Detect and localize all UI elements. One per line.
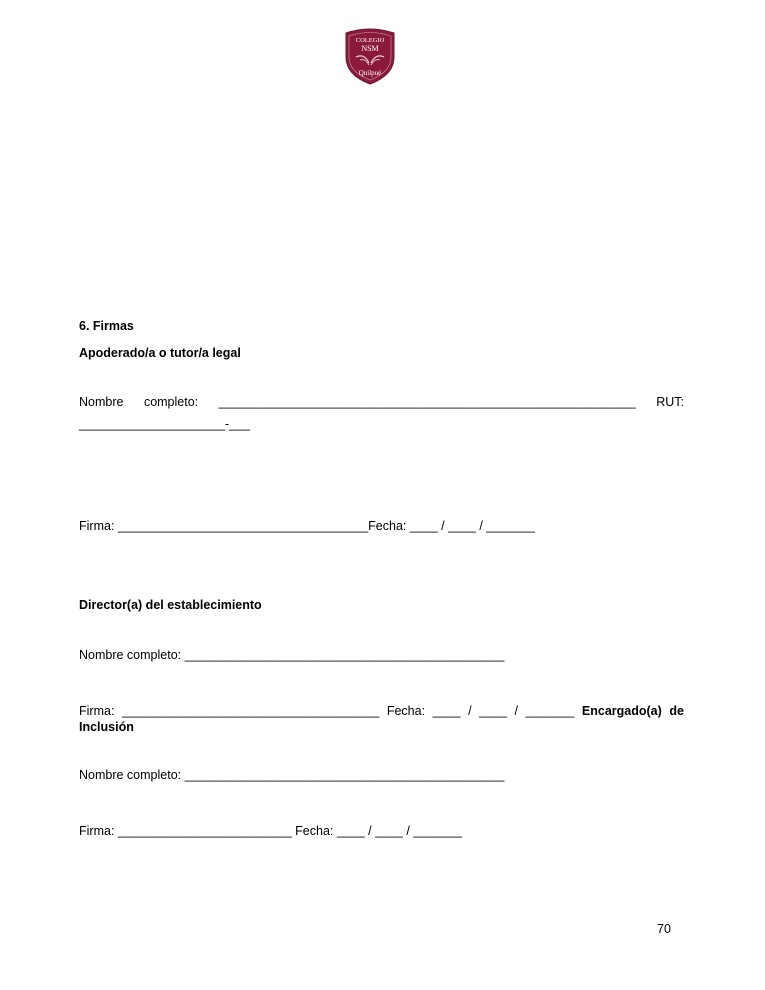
director-date-year[interactable]: _______ [525, 704, 575, 718]
director-signature-row [79, 704, 684, 718]
inclusion-signature-line[interactable]: Firma: _________________________ Fecha: ____ / ____ / _______ [79, 824, 462, 838]
guardian-name-label-1: Nombre [79, 395, 124, 409]
guardian-name-label-2: completo: [143, 395, 199, 409]
guardian-name-row [79, 395, 684, 409]
section-title: 6. Firmas [79, 319, 134, 333]
guardian-signature-line[interactable]: Firma: ____________________________________Fecha: ____ / ____ / _______ [79, 519, 535, 533]
inclusion-heading-part-c: Inclusión [79, 720, 134, 734]
guardian-rut-field[interactable]: _____________________-___ [79, 417, 251, 431]
guardian-rut-label: RUT: [656, 395, 684, 409]
inclusion-name-line[interactable]: Nombre completo: ______________________________________________ [79, 768, 505, 782]
director-name-line[interactable]: Nombre completo: ______________________________________________ [79, 648, 505, 662]
director-date-day[interactable]: ____ [432, 704, 461, 718]
page-number: 70 [657, 922, 671, 936]
logo-line1: COLEGIO [355, 37, 385, 44]
logo-line2: NSM [361, 44, 379, 53]
director-date-slash-1: / [468, 704, 472, 718]
director-date-slash-2: / [514, 704, 519, 718]
director-date-label: Fecha: [386, 704, 426, 718]
school-crest-logo [342, 27, 398, 85]
director-signature-label: Firma: [79, 704, 115, 718]
guardian-heading: Apoderado/a o tutor/a legal [79, 346, 241, 360]
director-signature-field[interactable]: _____________________________________ [122, 704, 380, 718]
inclusion-heading-part-b: de [669, 704, 684, 718]
logo-line3: Quilpué [358, 69, 382, 77]
inclusion-heading-part-a: Encargado(a) [581, 704, 662, 718]
director-date-month[interactable]: ____ [479, 704, 507, 718]
guardian-name-field[interactable]: ____________________________________________________________ [218, 395, 636, 409]
director-heading: Director(a) del establecimiento [79, 598, 262, 612]
